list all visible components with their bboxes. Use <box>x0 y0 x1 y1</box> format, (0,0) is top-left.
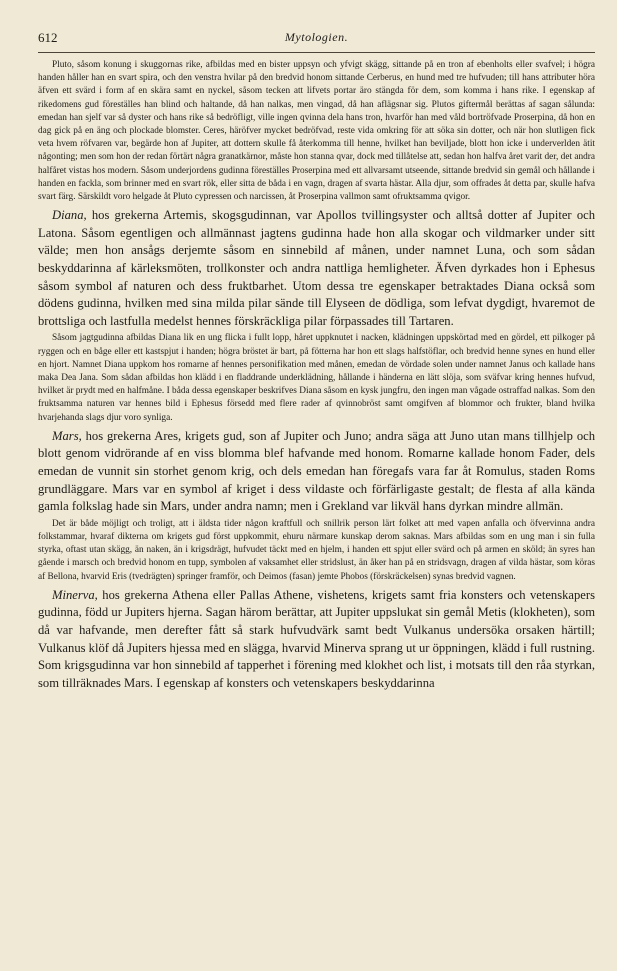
paragraph-diana: Diana, hos grekerna Artemis, skogsgudinnan, var Apollos tvillingsyster och alltså dotter af Jupiter och Latona. Såsom egentligen och allmännast jagtens gudinna hade hon alla skogar och vildmarker under sitt välde; men hon ansågs derjemte såsom en sinnebild af månen, under namnet Luna, och som sådan beskyddarinna af kärleksmöten, trollkonster och andra nattliga hemligheter. Äfven dyrkades hon i Ephesus såsom symbol af naturen och dess fruktbarhet. Utom dessa tre egenskaper betraktades Diana också som dödens gudinna, hvilken med sina milda pilar sände till Elyseen de dödliga, som lefvat dygdigt, hvaremot de brottsliga och lastfulla medelst hennes förskräckliga pilar förpassades till Tartaren. <box>38 208 595 328</box>
paragraph-minerva: Minerva, hos grekerna Athena eller Pallas Athene, vishetens, krigets samt fria konsters och vetenskapers gudinna, född ur Jupiters hjerna. Sagan härom berättar, att Jupiter uppslukat sin gemål Metis (klokheten), som då var hafvande, men derefter fått så stark hufvudvärk samt bedt Vulkanus undersöka orsaken härtill; Vulkanus klöf då Jupiters hjessa med en slägga, hvarvid Minerva sprang ut ur öppningen, klädd i full rustning. Som krigsgudinna var hon sinnebild af tapperhet i förening med klokhet och list, i motsats till den råa styrkan, som tillräknades Mars. I egenskap af konsters och vetenskapers beskyddarinna <box>38 587 595 690</box>
running-head <box>38 30 595 48</box>
deity-name: Minerva, <box>52 587 98 602</box>
paragraph-diana-notes: Såsom jagtgudinna afbildas Diana lik en ung flicka i fullt lopp, håret uppknutet i nacken, klädningen uppskörtad med en gördel, ett pilkoger på ryggen och en båge eller ett kastspjut i handen; högra bröstet är bart, på fötterna har hon ett slags halfstöflar, och bredvid henne synes en hund eller en hjort. Namnet Diana uppkom hos romarne af hennes personifikation med månen, emedan de vördade solen under namnet Janus och kallade hans maka Dea Jana. Som sådan afbildas hon klädd i en fladdrande underklädning, hållande i händerna en lätt slöja, som sväfvar kring hennes hufvud, hvilket är prydt med en halfmåne. I båda dessa egenskaper beskrifves Diana såsom en kysk jungfru, den ingen man vågade ostraffad nalkas. Som den fruktsamma naturen var hennes bild i Ephesus försedd med flere rader af qvinnobröst samt omgifven af blommor och frukter, bland hvilka hvarjehanda slags djur voro synliga. <box>38 333 595 423</box>
paragraph-pluto-notes: Pluto, såsom konung i skuggornas rike, afbildas med en bister uppsyn och yfvigt skägg, sittande på en tron af ebenholts eller svafvel; i högra handen håller han en svart spira, och den venstra hvilar på den bredvid honom sittande Cerberus, en hund med tre hufvuden; till hans attributer höra äfven ett svärd i form af en skära samt en nyckel, såsom tecken att lifvets portar äro stängda för dem, som komma i hans rike. I egenskap af rikedomens gud föreställes han blind och haltande, då han nalkas, men vingad, då han aflägsnar sig. Plutos giftermål berättas af sagan sålunda: emedan han sjelf var så dyster och hans rike så bedröfligt, ville ingen qvinna dela hans tron, hvarför han med våld bortröfvade Proserpina, då hon en dag gick på en äng och plockade blomster. Ceres, häröfver mycket bedröfvad, reste vida omkring för att söka sin dotter, och när hon slutligen fick veta hvem röfvaren var, begärde hon af Jupiter, att dottern skulle få återkomma till henne, hvilket han beviljade, blott hon icke i underverlden ätit någonting; men som hon der redan förtärt några granatkärnor, måste hon stanna qvar, dock med tillåtelse att, sedan hon halfva året varit der, det andra halfåret vistas hos modern. Såsom underjordens gudinna föreställes Proserpina med ett allvarsamt utseende, sittande bredvid sin gemål och hållande i handen en fackla, som brinner med en svart rök, eller sitta de båda i en vagn, dragen af svarta hästar. Alla djur, som offrades åt detta par, skulle hafva svart färg. Särskildt voro helgade åt Pluto cypressen och narcissen, åt Proserpina vallmon samt ofruktsamma qvigor. <box>38 60 596 203</box>
paragraph-mars: Mars, hos grekerna Ares, krigets gud, son af Jupiter och Juno; andra säga att Juno utan mans tillhjelp och blott genom vidrörande af en viss blomma blef hafvande med honom. Romarne kallade honom Fader, dels emedan de vunnit sin storhet genom krig, och dels emedan han föregafs vara far åt Romulus, staden Roms grundläggare. Mars var en symbol af kriget i dess vildaste och förfärligaste gestalt; de flesta af alla kända gamla folkslag hade sin Mars, under andra namn; men i Grekland var likväl hans dyrkan mindre allmän. <box>38 428 595 514</box>
page-number: 612 <box>38 30 58 45</box>
deity-name: Diana, <box>52 208 87 223</box>
header-rule <box>38 52 595 53</box>
paragraph-mars-notes: Det är både möjligt och troligt, att i äldsta tider någon kraftfull och snillrik person lärt folket att med vapen anfalla och öfvervinna andra folkstammar, hvaraf dikterna om krigets gud först uppkommit, ehuru närmare kunskap derom saknas. Mars afbildas som en ung man i sin fulla styrka, oftast utan skägg, än naken, än i krigsdrägt, hufvudet täckt med en hjelm, i handen ett spjut eller svärd och på armen en sköld; än syres han gående i marsch och bredvid honom en tupp, symbolen af vaksamhet eller stridslust, än åker han på en stridsvagn, dragen af vilda hästar, som köras af Bellona, hvarvid Eris (tvedrägten) springer framför, och Deimos (fasan) jemte Phobos (förskräckelsen) synas bredvid vagnen. <box>38 518 595 582</box>
deity-name: Mars, <box>52 428 82 443</box>
running-title: Mytologien. <box>284 30 349 44</box>
